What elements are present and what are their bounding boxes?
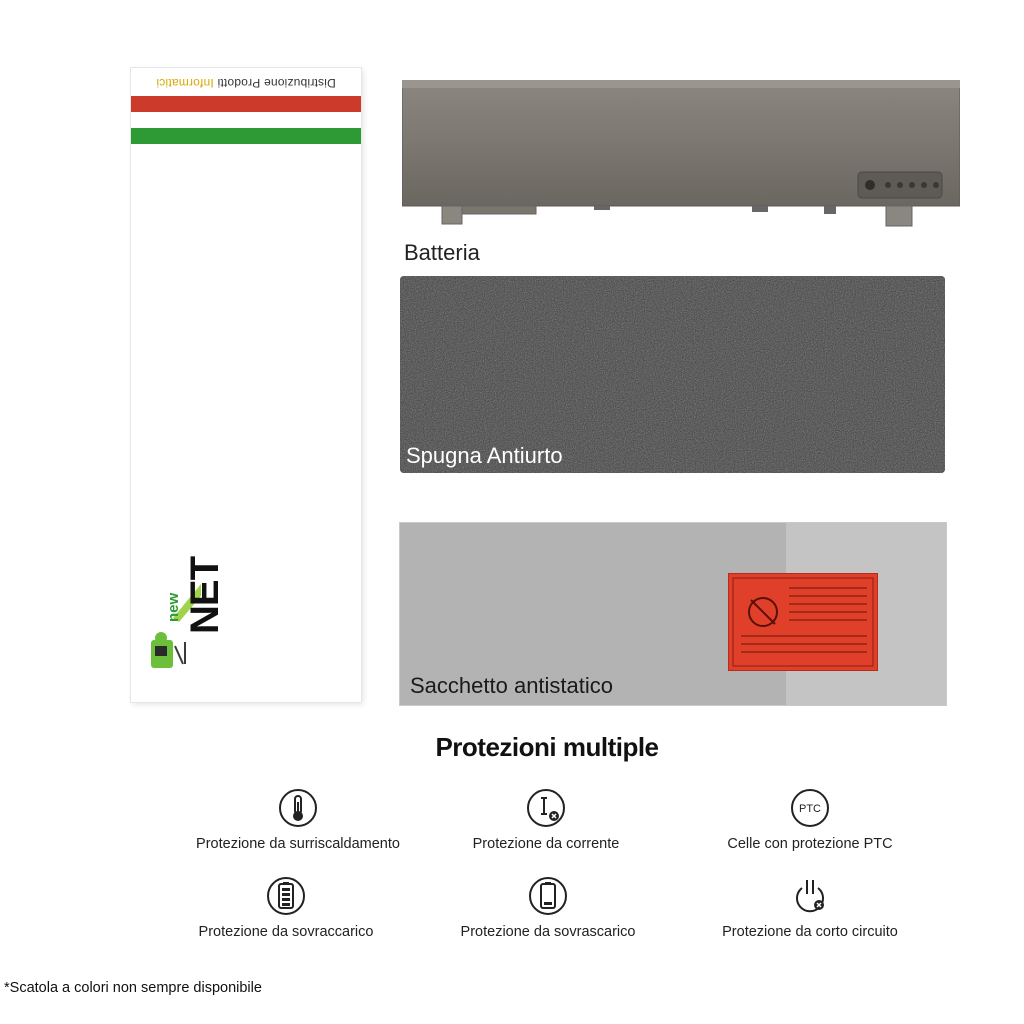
- feature-label: Protezione da corto circuito: [722, 924, 898, 940]
- box-header-highlight: Informatici: [156, 76, 214, 90]
- footnote: *Scatola a colori non sempre disponibile: [4, 980, 262, 996]
- battery-caption: Batteria: [404, 240, 480, 265]
- newnet-logo: [145, 556, 227, 672]
- feature-label: Protezione da surriscaldamento: [196, 836, 400, 852]
- feature-overcharge: [166, 876, 406, 940]
- foam-caption: Spugna Antiurto: [406, 443, 563, 468]
- flag-stripe-green: [131, 128, 361, 144]
- bag-warning-label: [728, 573, 878, 671]
- current-icon: [526, 788, 566, 828]
- feature-label: Protezione da corrente: [472, 836, 620, 852]
- logo-new-text: new: [165, 592, 182, 622]
- thermometer-icon: [278, 788, 318, 828]
- feature-label: Protezione da sovrascarico: [460, 924, 636, 940]
- feature-current: [426, 788, 666, 852]
- feature-ptc: [690, 788, 930, 852]
- box-header-main: Distribuzione Prodotti: [213, 76, 336, 90]
- protections-title: Protezioni multiple: [435, 732, 659, 762]
- bag-caption: Sacchetto antistatico: [410, 673, 614, 698]
- feature-label: Protezione da sovraccarico: [198, 924, 374, 940]
- ptc-icon: [790, 788, 830, 828]
- feature-label: Celle con protezione PTC: [727, 836, 893, 852]
- logo-net-text: NET: [183, 557, 227, 634]
- battery-overdischarge-icon: [528, 876, 568, 916]
- flag-stripe-red: [131, 96, 361, 112]
- box-header-text: [131, 76, 361, 90]
- battery-image: [402, 80, 960, 210]
- battery-overcharge-icon: [266, 876, 306, 916]
- feature-short-circuit: [690, 876, 930, 940]
- feature-overdischarge: [428, 876, 668, 940]
- short-circuit-icon: [790, 876, 830, 916]
- ptc-icon-text: PTC: [799, 803, 821, 815]
- product-box: [131, 68, 361, 702]
- flag-stripe-white: [131, 112, 361, 128]
- feature-overheat: [178, 788, 418, 852]
